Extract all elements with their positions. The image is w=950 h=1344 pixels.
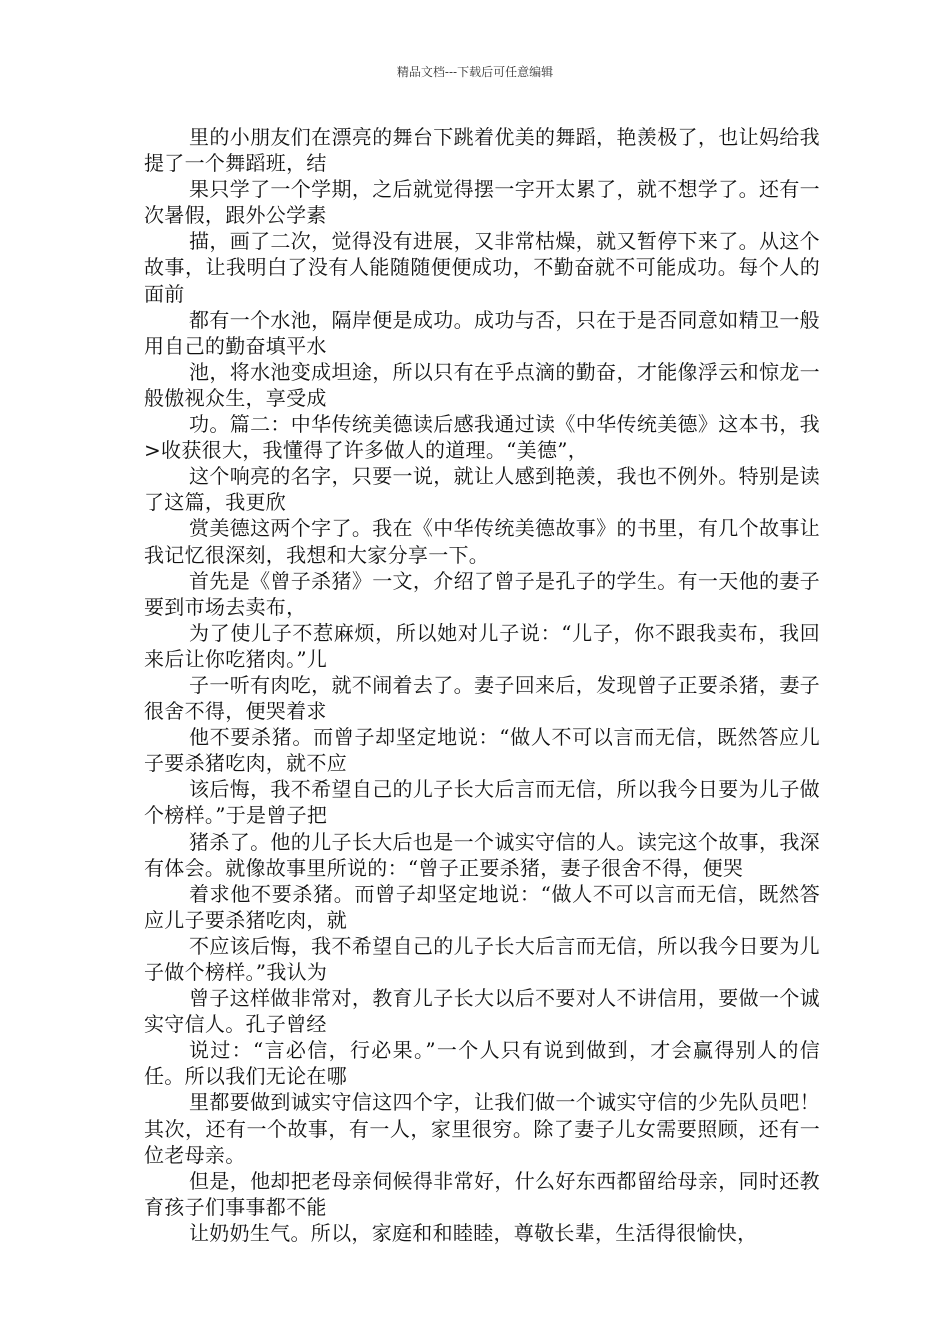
- paragraph: 描，画了二次，觉得没有进展，又非常枯燥，就又暂停下来了。从这个故事，让我明白了没有人能随随便便成功，不勤奋就不可能成功。每个人的面前: [144, 229, 820, 306]
- paragraph: 子一听有肉吃，就不闹着去了。妻子回来后，发现曾子正要杀猪，妻子很舍不得，便哭着求: [144, 672, 820, 724]
- paragraph: 曾子这样做非常对，教育儿子长大以后不要对人不讲信用，要做一个诚实守信人。孔子曾经: [144, 986, 820, 1037]
- paragraph: 里都要做到诚实守信这四个字，让我们做一个诚实守信的少先队员吧！其次，还有一个故事，有一人，家里很穷。除了妻子儿女需要照顾，还有一位老母亲。: [144, 1090, 820, 1167]
- paragraph: 他不要杀猪。而曾子却坚定地说：“做人不可以言而无信，既然答应儿子要杀猪吃肉，就不应: [144, 725, 820, 776]
- paragraph: 不应该后悔，我不希望自己的儿子长大后言而无信，所以我今日要为儿子做个榜样。”我认为: [144, 933, 820, 984]
- paragraph: 着求他不要杀猪。而曾子却坚定地说：“做人不可以言而无信，既然答应儿子要杀猪吃肉，就: [144, 881, 820, 932]
- paragraph: 但是，他却把老母亲伺候得非常好，什么好东西都留给母亲，同时还教育孩子们事事都不能: [144, 1168, 820, 1219]
- paragraph: 为了使儿子不惹麻烦，所以她对儿子说：“儿子，你不跟我卖布，我回来后让你吃猪肉。”儿: [144, 620, 820, 671]
- paragraph: 让奶奶生气。所以，家庭和和睦睦，尊敬长辈，生活得很愉快，: [189, 1220, 758, 1245]
- paragraph: 赏美德这两个字了。我在《中华传统美德故事》的书里，有几个故事让我记忆很深刻，我想和大家分享一下。: [144, 516, 820, 567]
- paragraph: 果只学了一个学期，之后就觉得摆一字开太累了，就不想学了。还有一次暑假，跟外公学素: [144, 177, 820, 228]
- paragraph: 都有一个水池，隔岸便是成功。成功与否，只在于是否同意如精卫一般用自己的勤奋填平水: [144, 307, 820, 358]
- paragraph: 这个响亮的名字，只要一说，就让人感到艳羡，我也不例外。特别是读了这篇，我更欣: [144, 464, 820, 515]
- document-body: [144, 124, 820, 1246]
- paragraph: 猪杀了。他的儿子长大后也是一个诚实守信的人。读完这个故事，我深有体会。就像故事里所说的：“曾子正要杀猪，妻子很舍不得，便哭: [144, 829, 820, 880]
- paragraph: 池，将水池变成坦途，所以只有在乎点滴的勤奋，才能像浮云和惊龙一般傲视众生，享受成: [144, 359, 820, 410]
- paragraph: 里的小朋友们在漂亮的舞台下跳着优美的舞蹈，艳羡极了，也让妈给我提了一个舞蹈班，结: [144, 125, 820, 176]
- paragraph: 该后悔，我不希望自己的儿子长大后言而无信，所以我今日要为儿子做个榜样。”于是曾子把: [144, 777, 820, 828]
- paragraph: 功。篇二：中华传统美德读后感我通过读《中华传统美德》这本书，我>收获很大，我懂得了许多做人的道理。“美德”，: [144, 412, 820, 463]
- paragraph: 首先是《曾子杀猪》一文，介绍了曾子是孔子的学生。有一天他的妻子要到市场去卖布，: [144, 568, 820, 619]
- page-header: 精品文档---下载后可任意编辑: [396, 65, 554, 79]
- paragraph: 说过：“言必信，行必果。”一个人只有说到做到，才会赢得别人的信任。所以我们无论在哪: [144, 1038, 820, 1089]
